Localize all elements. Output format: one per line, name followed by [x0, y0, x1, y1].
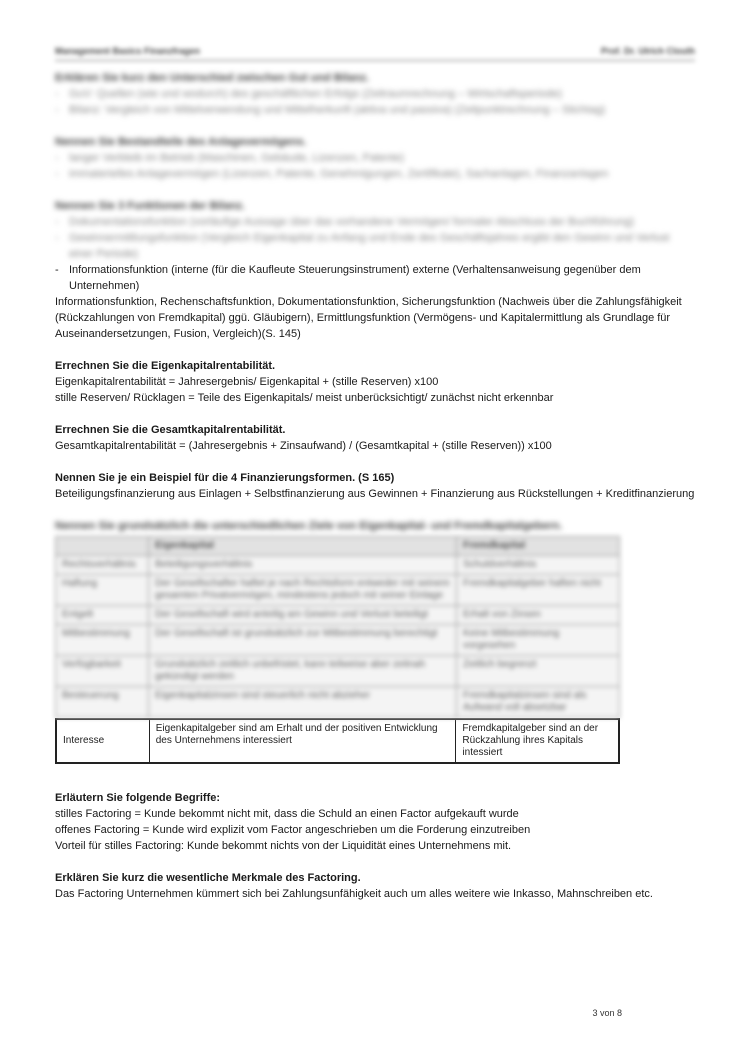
table-cell: Beteiligungsverhältnis	[149, 556, 457, 575]
table-row	[56, 556, 620, 575]
table-cell: Verfügbarkeit	[56, 656, 149, 687]
table-cell: Besteuerung	[56, 687, 149, 718]
question-heading: Nennen Sie Bestandteile des Anlagevermögens.	[55, 136, 307, 148]
table-header-cell	[56, 537, 149, 556]
table-cell: Eigenkapitalzinsen sind steuerlich nicht abzieher	[149, 687, 457, 718]
list-item: - GuV: Quellen (wie und wodurch) des geschäftlichen Erfolgs (Zeitraumrechnung – Wirtschaftsperiode)	[55, 86, 695, 102]
table-cell: Grundsätzlich zeitlich unbefristet, kann teilweise aber zeitnah gekündigt werden	[149, 656, 457, 687]
answer-line: stilles Factoring = Kunde bekommt nicht mit, dass die Schuld an einen Factor aufgekauft wurde	[55, 808, 519, 820]
answer-line: Das Factoring Unternehmen kümmert sich bei Zahlungsunfähigkeit auch um alles weitere wie Inkasso, Mahnschreiben etc.	[55, 888, 653, 900]
table-cell: Der Gesellschaft ist grundsätzlich zur Mitbestimmung berechtigt	[149, 625, 457, 656]
comparison-table-interesse	[55, 718, 620, 764]
question-heading: Errechnen Sie die Gesamtkapitalrentabilität.	[55, 424, 286, 436]
question-heading: Nennen Sie je ein Beispiel für die 4 Finanzierungsformen. (S 165)	[55, 472, 395, 484]
table-cell: Haftung	[56, 575, 149, 606]
table-cell: Fremdkapitalgeber haften nicht	[457, 575, 620, 606]
comparison-table-blurred	[55, 536, 620, 718]
list-item: - immaterielles Anlagevermögen (Lizenzen, Patente, Genehmigungen, Zertifikate), Sachanlagen, Finanzanlagen	[55, 166, 695, 182]
table-cell: Keine Mitbestimmung vorgesehen	[457, 625, 620, 656]
question-heading: Nennen Sie 3 Funktionen der Bilanz.	[55, 200, 246, 212]
header-author: Prof. Dr. Ulrich Clouth	[600, 46, 695, 56]
question-heading: Erklären Sie kurz den Unterschied zwischen Gut und Bilanz.	[55, 72, 370, 84]
table-cell: Erhalt von Zinsen	[457, 606, 620, 625]
answer-line: Gesamtkapitalrentabilität = (Jahresergebnis + Zinsaufwand) / (Gesamtkapital + (stille Reserven)) x100	[55, 440, 552, 452]
section-ziele-kapitalgeber	[55, 518, 695, 764]
answer-line: Beteiligungsfinanzierung aus Einlagen + Selbstfinanzierung aus Gewinnen + Finanzierung aus Rückstellungen + Kreditfinanzierung	[55, 488, 695, 500]
table-cell: Interesse	[56, 719, 149, 763]
section-bilanz-funktionen	[55, 198, 695, 342]
table-row	[56, 719, 619, 763]
table-cell: Fremdkapitalgeber sind an der Rückzahlung ihres Kapitals intessiert	[456, 719, 619, 763]
question-heading: Erklären Sie kurz die wesentliche Merkmale des Factoring.	[55, 872, 361, 884]
table-cell: Der Gesellschaft wird anteilig am Gewinn und Verlust beteiligt	[149, 606, 457, 625]
header-title: Management Basics Finanzfragen	[55, 46, 201, 56]
page-content	[55, 70, 695, 918]
answer-line: Vorteil für stilles Factoring: Kunde bekommt nichts von der Liquidität eines Unternehmens mit.	[55, 840, 512, 852]
table-cell: Eigenkapitalgeber sind am Erhalt und der positiven Entwicklung des Unternehmens interessiert	[149, 719, 456, 763]
question-heading: Errechnen Sie die Eigenkapitalrentabilität.	[55, 360, 276, 372]
section-gesamtkapitalrentabilitaet	[55, 422, 695, 454]
table-cell: Rechtsverhältnis	[56, 556, 149, 575]
table-cell: Entgelt	[56, 606, 149, 625]
table-row	[56, 687, 620, 718]
list-item: - Gewinnermittlungsfunktion (Vergleich Eigenkapital zu Anfang und Ende des Geschäftsjahres ergibt den Gewinn und Verlust einer Periode)	[55, 230, 695, 262]
table-row	[56, 625, 620, 656]
question-heading: Nennen Sie grundsätzlich die unterschiedlichen Ziele von Eigenkapital- und Fremdkapitalgebern.	[55, 520, 563, 532]
table-header-cell: Fremdkapital	[457, 537, 620, 556]
page-header	[55, 44, 695, 61]
answer-line: offenes Factoring = Kunde wird explizit vom Factor angeschrieben um die Forderung einzutreiben	[55, 824, 531, 836]
table-cell: Zeitlich begrenzt	[457, 656, 620, 687]
table-row	[56, 575, 620, 606]
table-row	[56, 656, 620, 687]
answer-line: Eigenkapitalrentabilität = Jahresergebnis/ Eigenkapital + (stille Reserven) x100	[55, 376, 439, 388]
list-item: - Dokumentationsfunktion (vorläufige Aussage über das vorhandene Vermögen/ formaler Abschluss der Buchführung)	[55, 214, 695, 230]
answer-line: stille Reserven/ Rücklagen = Teile des Eigenkapitals/ meist unberücksichtigt/ zunächst nicht erkennbar	[55, 392, 554, 404]
section-guv-bilanz	[55, 70, 695, 118]
section-factoring-begriffe	[55, 790, 695, 854]
list-item: - langer Verbleib im Betrieb (Maschinen, Gebäude, Lizenzen, Patente)	[55, 150, 695, 166]
table-row	[56, 606, 620, 625]
list-item: - Bilanz: Vergleich von Mittelverwendung und Mittelherkunft (aktiva und passiva) (Zeitpunktrechnung – Stichtag)	[55, 102, 695, 118]
table-cell: Der Gesellschafter haftet je nach Rechtsform entweder mit seinem gesamten Privatvermögen, mindestens jedoch mit seiner Einlage	[149, 575, 457, 606]
table-cell: Fremdkapitalzinsen sind als Aufwand voll absetzbar	[457, 687, 620, 718]
section-factoring-merkmale	[55, 870, 695, 902]
table-header-row	[56, 537, 620, 556]
table-header-cell: Eigenkapital	[149, 537, 457, 556]
table-cell: Mitbestimmung	[56, 625, 149, 656]
section-finanzierungsformen	[55, 470, 695, 502]
section-eigenkapitalrentabilitaet	[55, 358, 695, 406]
section-anlagevermoegen	[55, 134, 695, 182]
table-cell: Schuldverhältnis	[457, 556, 620, 575]
question-heading: Erläutern Sie folgende Begriffe:	[55, 792, 221, 804]
list-item: - Informationsfunktion (interne (für die Kaufleute Steuerungsinstrument) externe (Verhaltensanweisung gegenüber dem Unternehmen)	[55, 262, 695, 294]
page-number: 3 von 8	[592, 1008, 622, 1018]
paragraph: Informationsfunktion, Rechenschaftsfunktion, Dokumentationsfunktion, Sicherungsfunktion (Nachweis über die Zahlungsfähigkeit (Rückzahlungen von Fremdkapital) ggü. Gläubigern), Ermittlungsfunktion (Vermögens- und Kapitalermittlung als Grundlage für Auseinandersetzungen, Fusion, Vergleich)(S. 145)	[55, 296, 682, 340]
